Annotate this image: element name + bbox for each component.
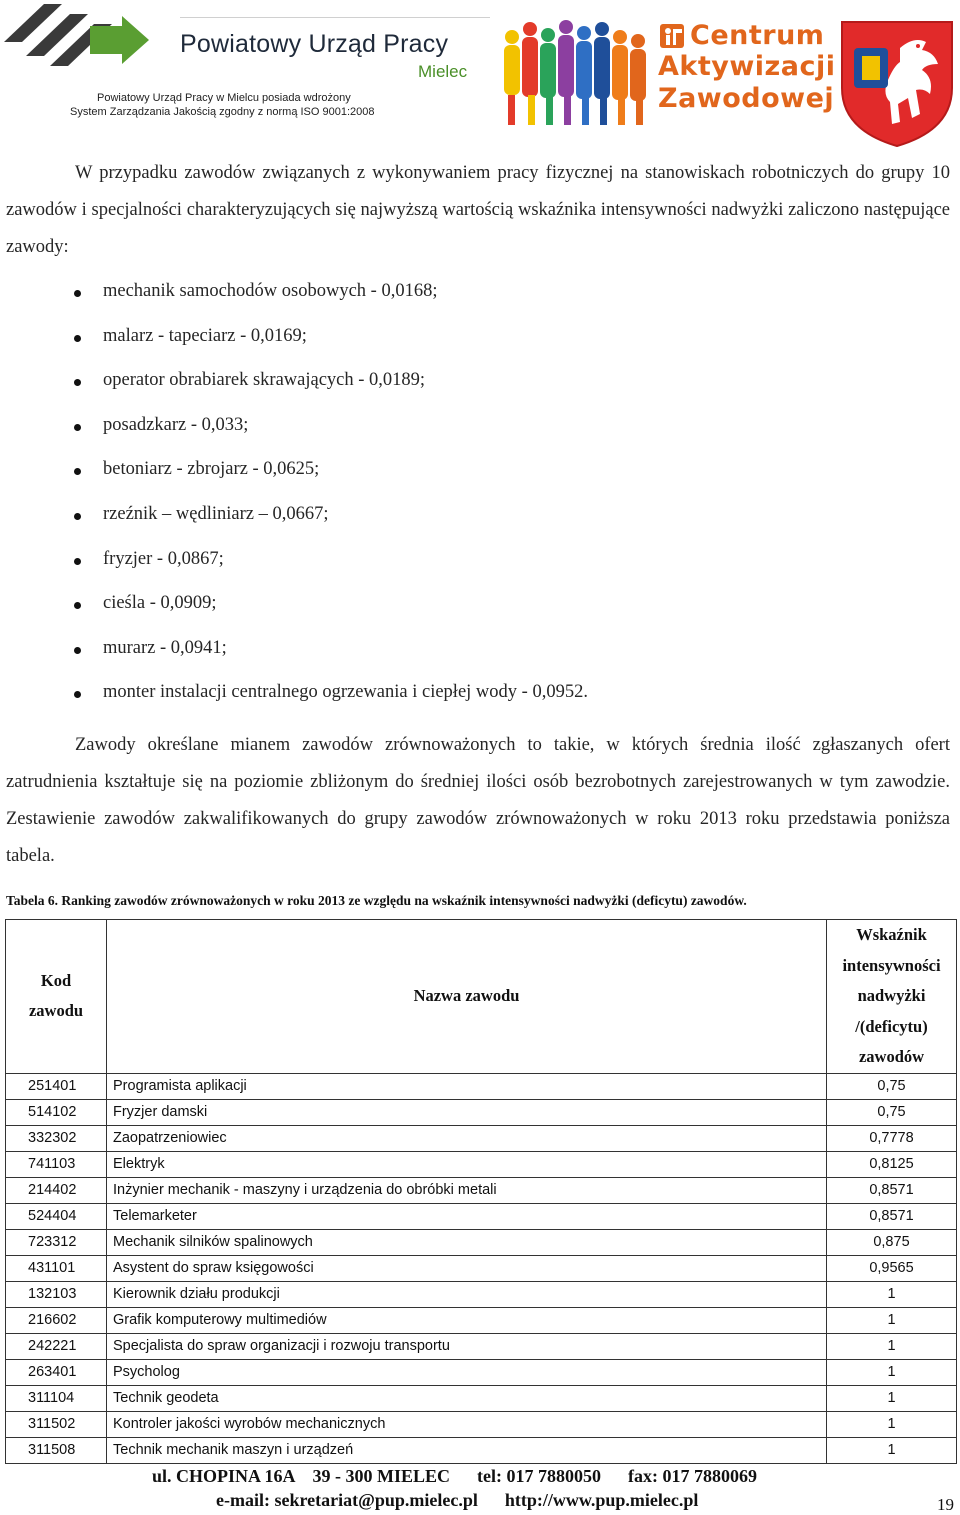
bullet-icon bbox=[74, 424, 81, 431]
bullet-icon bbox=[74, 558, 81, 565]
list-item-text: betoniarz - zbrojarz - 0,0625; bbox=[103, 459, 320, 480]
table-row bbox=[6, 1229, 957, 1255]
table-row bbox=[6, 1073, 957, 1099]
cak-name-line2: Aktywizacji bbox=[658, 51, 836, 82]
list-item bbox=[0, 630, 960, 675]
bullet-icon bbox=[74, 647, 81, 654]
list-item-text: monter instalacji centralnego ogrzewania i ciepłej wody - 0,0952. bbox=[103, 682, 588, 703]
table-caption: Tabela 6. Ranking zawodów zrównoważonych w roku 2013 ze względu na wskaźnik intensywności nadwyżki (deficytu) zawodów. bbox=[6, 893, 747, 908]
cell-value: 0,7778 bbox=[827, 1125, 957, 1151]
cell-code: 214402 bbox=[6, 1177, 107, 1203]
list-item bbox=[0, 585, 960, 630]
header-value: Wskaźnik intensywności nadwyżki /(deficytu) zawodów bbox=[827, 920, 957, 1074]
office-city: Mielec bbox=[418, 62, 468, 81]
cell-value: 1 bbox=[827, 1333, 957, 1359]
cell-code: 311104 bbox=[6, 1385, 107, 1411]
cell-name: Mechanik silników spalinowych bbox=[107, 1229, 827, 1255]
cell-value: 0,875 bbox=[827, 1229, 957, 1255]
cell-code: 524404 bbox=[6, 1203, 107, 1229]
page-header bbox=[0, 0, 960, 150]
table-row bbox=[6, 1437, 957, 1463]
header-code: Kod zawodu bbox=[6, 920, 107, 1074]
intro-paragraph: W przypadku zawodów związanych z wykonywaniem pracy fizycznej na stanowiskach robotniczych do grupy 10 zawodów i specjalności charakteryzujących się najwyższą wartością wskaźnika intensywności nadwyżki zaliczono następujące zawody: bbox=[6, 163, 950, 257]
cell-name: Kontroler jakości wyrobów mechanicznych bbox=[107, 1411, 827, 1437]
footer-divider bbox=[5, 1463, 956, 1464]
cell-value: 0,9565 bbox=[827, 1255, 957, 1281]
list-item bbox=[0, 541, 960, 586]
bullet-icon bbox=[74, 691, 81, 698]
cell-code: 431101 bbox=[6, 1255, 107, 1281]
cell-name: Kierownik działu produkcji bbox=[107, 1281, 827, 1307]
office-name: Powiatowy Urząd Pracy bbox=[180, 30, 449, 58]
list-item-text: mechanik samochodów osobowych - 0,0168; bbox=[103, 281, 438, 301]
list-item bbox=[0, 318, 960, 363]
cell-name: Grafik komputerowy multimediów bbox=[107, 1307, 827, 1333]
cak-logo-icon bbox=[658, 22, 686, 50]
table-header-row bbox=[6, 920, 957, 1074]
cell-code: 132103 bbox=[6, 1281, 107, 1307]
cell-name: Elektryk bbox=[107, 1151, 827, 1177]
list-item bbox=[0, 451, 960, 496]
coat-of-arms-icon bbox=[838, 18, 956, 150]
list-item bbox=[0, 496, 960, 541]
cell-code: 242221 bbox=[6, 1333, 107, 1359]
cell-code: 263401 bbox=[6, 1359, 107, 1385]
pup-logo-icon bbox=[4, 4, 154, 74]
table-row bbox=[6, 1125, 957, 1151]
table-row bbox=[6, 1099, 957, 1125]
cell-code: 311502 bbox=[6, 1411, 107, 1437]
cell-value: 1 bbox=[827, 1411, 957, 1437]
list-item bbox=[0, 407, 960, 452]
cell-code: 251401 bbox=[6, 1073, 107, 1099]
cell-value: 0,75 bbox=[827, 1099, 957, 1125]
cell-code: 311508 bbox=[6, 1437, 107, 1463]
cell-value: 1 bbox=[827, 1385, 957, 1411]
table-row bbox=[6, 1333, 957, 1359]
iso-notice-line1: Powiatowy Urząd Pracy w Mielcu posiada wdrożony bbox=[97, 92, 351, 104]
header-rule bbox=[180, 17, 490, 18]
table-row bbox=[6, 1385, 957, 1411]
cak-name-line3: Zawodowej bbox=[658, 83, 835, 114]
list-item bbox=[0, 674, 960, 719]
cell-value: 0,75 bbox=[827, 1073, 957, 1099]
cell-name: Fryzjer damski bbox=[107, 1099, 827, 1125]
cell-value: 1 bbox=[827, 1281, 957, 1307]
table-row bbox=[6, 1151, 957, 1177]
cell-value: 0,8125 bbox=[827, 1151, 957, 1177]
cell-name: Programista aplikacji bbox=[107, 1073, 827, 1099]
cell-name: Zaopatrzeniowiec bbox=[107, 1125, 827, 1151]
cell-name: Technik geodeta bbox=[107, 1385, 827, 1411]
ranking-table bbox=[5, 919, 957, 1464]
table-row bbox=[6, 1359, 957, 1385]
list-item-text: malarz - tapeciarz - 0,0169; bbox=[103, 325, 307, 346]
cell-code: 723312 bbox=[6, 1229, 107, 1255]
list-item-text: operator obrabiarek skrawających - 0,0189; bbox=[103, 370, 426, 391]
cell-value: 1 bbox=[827, 1307, 957, 1333]
cell-code: 332302 bbox=[6, 1125, 107, 1151]
footer-address: ul. CHOPINA 16A 39 - 300 MIELEC tel: 017 7880050 fax: 017 7880069 bbox=[152, 1466, 757, 1486]
cell-value: 0,8571 bbox=[827, 1203, 957, 1229]
cell-value: 1 bbox=[827, 1437, 957, 1463]
list-item-text: cieśla - 0,0909; bbox=[103, 593, 217, 614]
table-row bbox=[6, 1281, 957, 1307]
bullet-icon bbox=[74, 335, 81, 342]
cell-value: 1 bbox=[827, 1359, 957, 1385]
table-row bbox=[6, 1203, 957, 1229]
table-row bbox=[6, 1255, 957, 1281]
cell-name: Telemarketer bbox=[107, 1203, 827, 1229]
balanced-occupations-paragraph: Zawody określane mianem zawodów zrównoważonych to takie, w których średnia ilość zgłaszanych ofert zatrudnienia kształtuje się na poziomie zbliżonym do średniej ilości osób bezrobotnych zarejestrowanych w tym zawodzie. Zestawienie zawodów zakwalifikowanych do grupy zawodów zrównoważonych w roku 2013 roku przedstawia poniższa tabela. bbox=[6, 735, 950, 866]
cell-code: 216602 bbox=[6, 1307, 107, 1333]
list-item-text: rzeźnik – wędliniarz – 0,0667; bbox=[103, 503, 329, 524]
bullet-icon bbox=[74, 468, 81, 475]
cell-value: 0,8571 bbox=[827, 1177, 957, 1203]
header-name: Nazwa zawodu bbox=[107, 920, 827, 1074]
table-row bbox=[6, 1307, 957, 1333]
page-number: 19 bbox=[937, 1495, 954, 1514]
bullet-icon bbox=[74, 513, 81, 520]
table-row bbox=[6, 1411, 957, 1437]
list-item-text: fryzjer - 0,0867; bbox=[103, 548, 224, 569]
occupation-bullet-list bbox=[0, 273, 960, 719]
list-item bbox=[0, 273, 960, 318]
list-item bbox=[0, 362, 960, 407]
cak-name-line1: Centrum bbox=[690, 20, 825, 51]
cell-name: Psycholog bbox=[107, 1359, 827, 1385]
cell-code: 741103 bbox=[6, 1151, 107, 1177]
cell-name: Technik mechanik maszyn i urządzeń bbox=[107, 1437, 827, 1463]
footer-contact: e-mail: sekretariat@pup.mielec.pl http://www.pup.mielec.pl bbox=[216, 1490, 699, 1510]
cell-name: Inżynier mechanik - maszyny i urządzenia do obróbki metali bbox=[107, 1177, 827, 1203]
list-item-text: posadzkarz - 0,033; bbox=[103, 414, 249, 435]
bullet-icon bbox=[74, 602, 81, 609]
table-row bbox=[6, 1177, 957, 1203]
cell-name: Specjalista do spraw organizacji i rozwoju transportu bbox=[107, 1333, 827, 1359]
bullet-icon bbox=[74, 290, 81, 297]
cell-name: Asystent do spraw księgowości bbox=[107, 1255, 827, 1281]
people-group-icon bbox=[500, 15, 650, 130]
cell-code: 514102 bbox=[6, 1099, 107, 1125]
iso-notice-line2: System Zarządzania Jakością zgodny z normą ISO 9001:2008 bbox=[70, 106, 375, 118]
bullet-icon bbox=[74, 379, 81, 386]
list-item-text: murarz - 0,0941; bbox=[103, 637, 227, 658]
